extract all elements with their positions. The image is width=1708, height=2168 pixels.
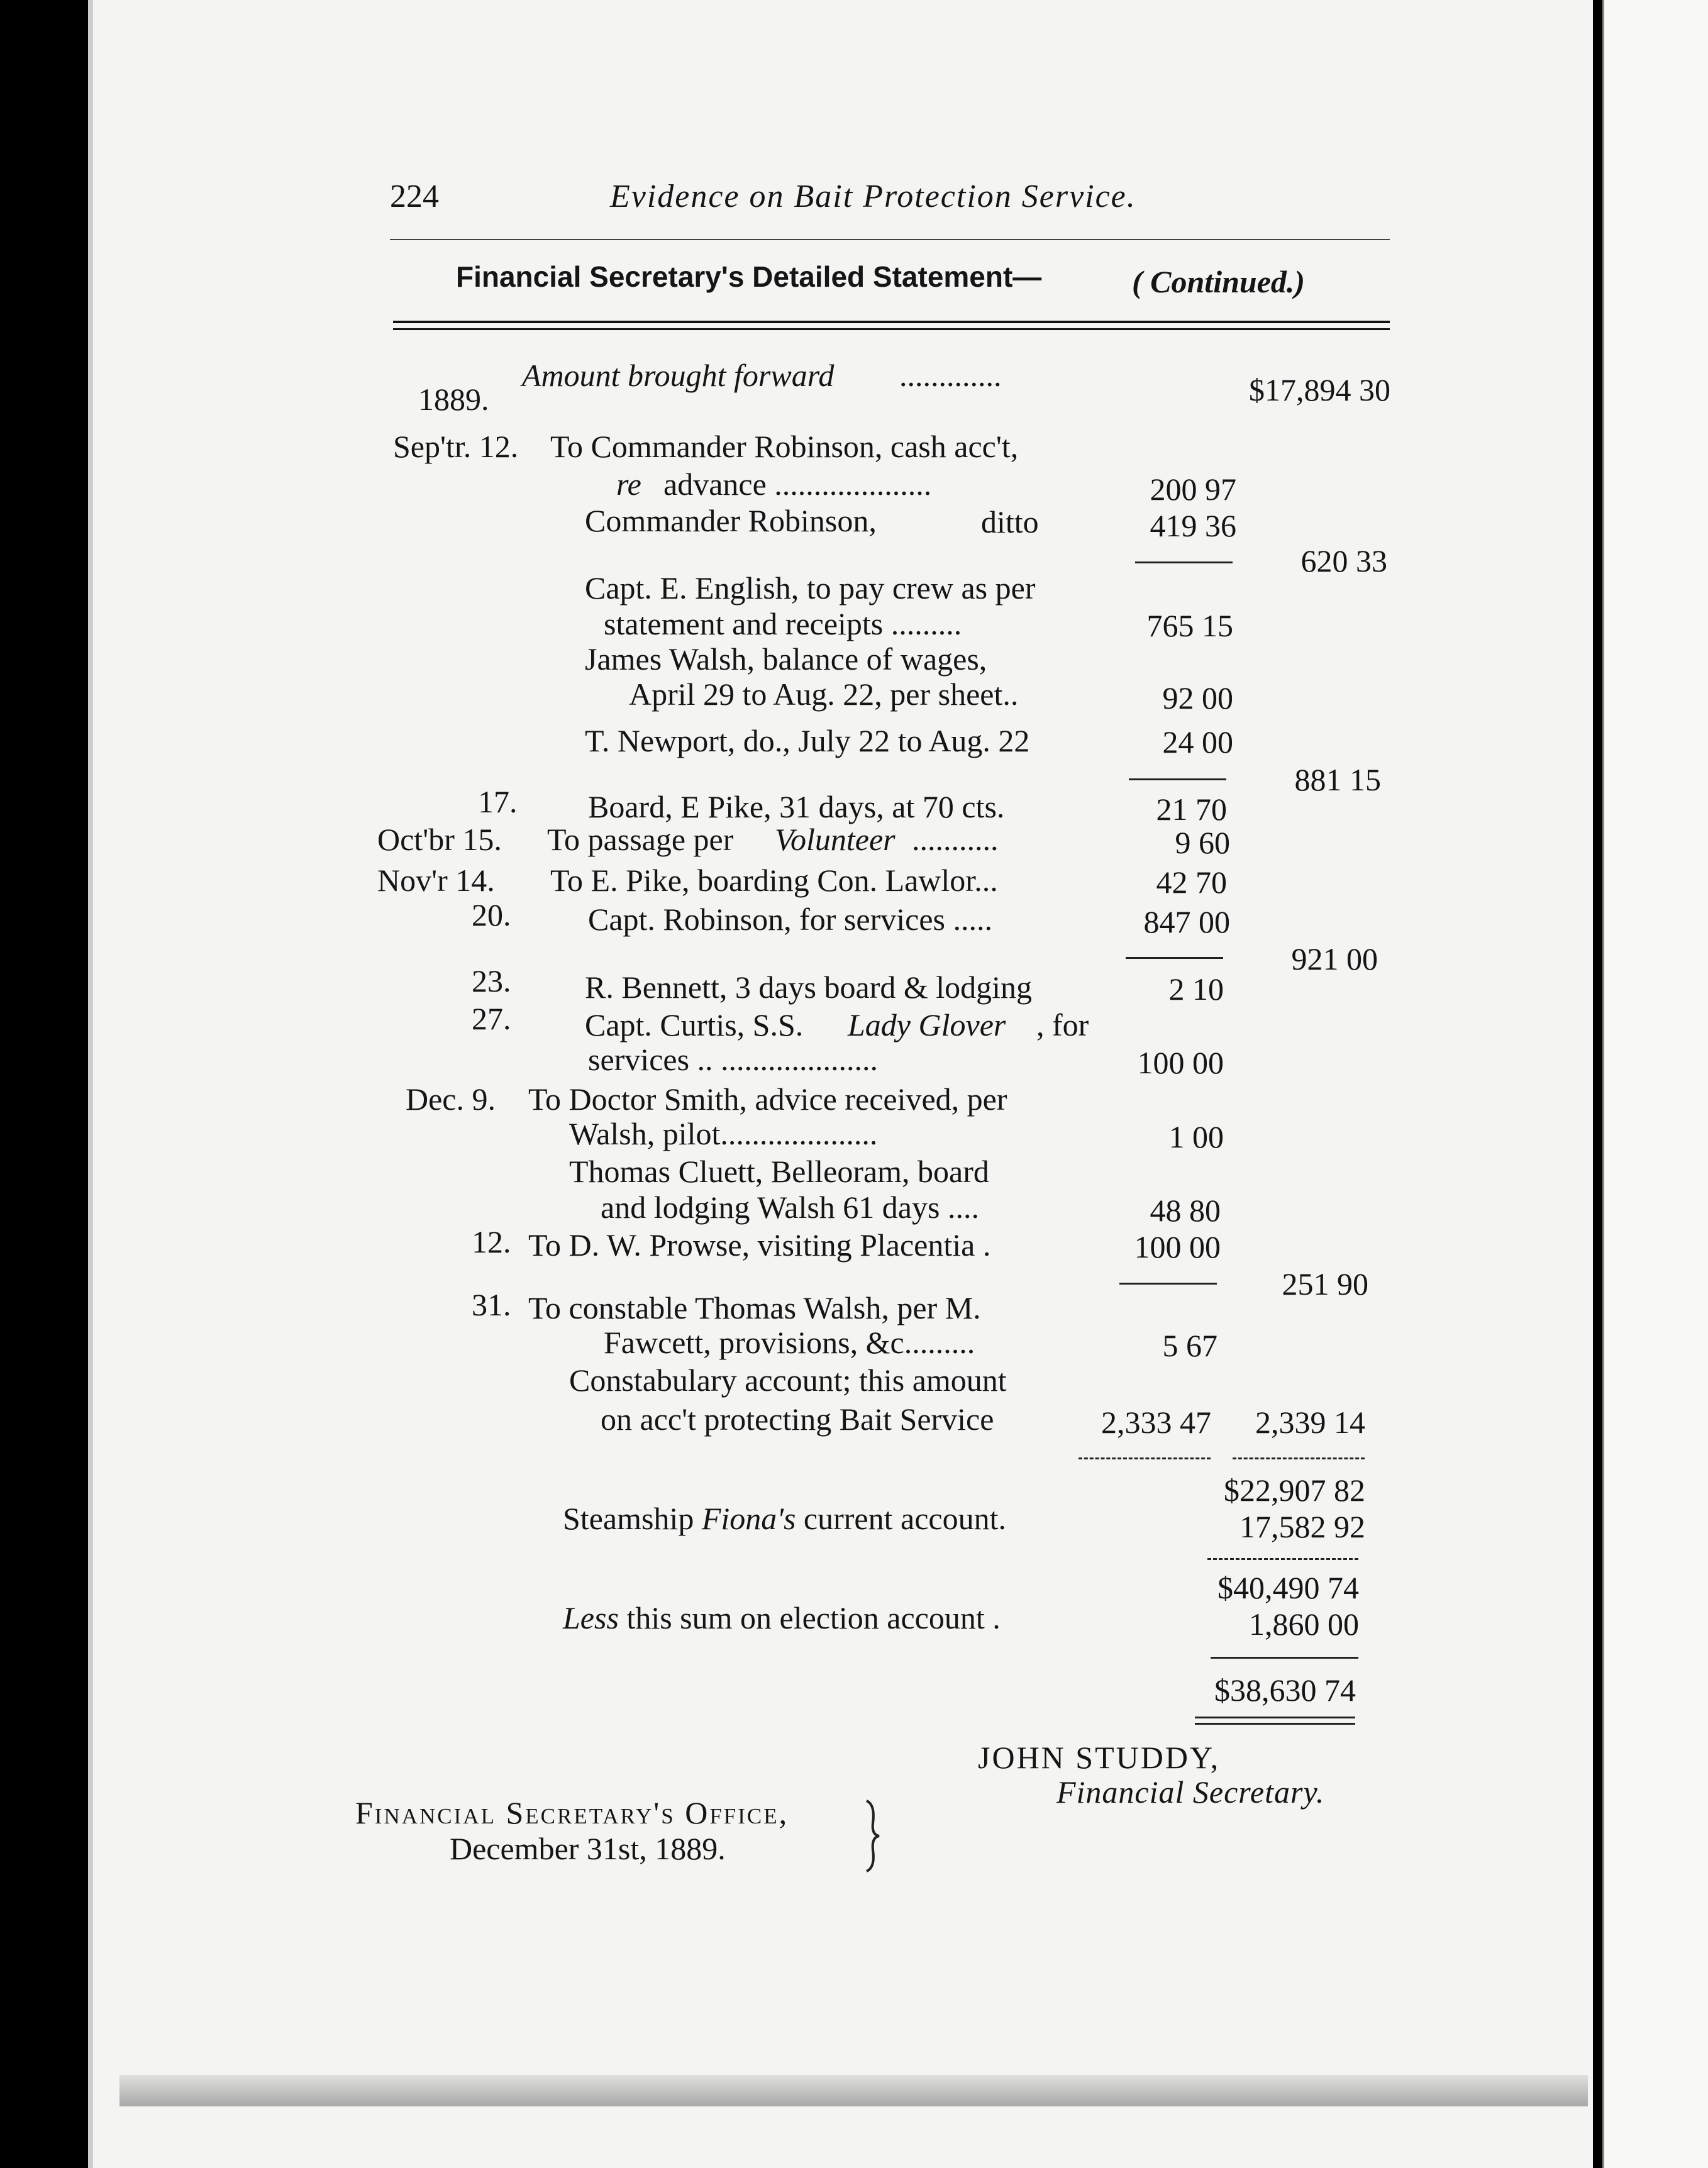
subtotal-amount: 2,339 14 <box>1255 1405 1365 1440</box>
summary-amount: $22,907 82 <box>1224 1473 1365 1508</box>
entry-date: Dec. 9. <box>406 1081 496 1117</box>
entry-date: Nov'r 14. <box>377 863 495 898</box>
entry-amount: 5 67 <box>1162 1328 1217 1363</box>
entry-text: services .. .................... <box>588 1042 879 1077</box>
subtotal-rule <box>1129 778 1226 780</box>
entry-text: To constable Thomas Walsh, per M. <box>528 1290 981 1325</box>
entry-amount: 200 97 <box>1150 472 1236 507</box>
subtotal-amount: 881 15 <box>1294 762 1381 797</box>
running-title: Evidence on Bait Protection Service. <box>610 179 1136 214</box>
subtotal-amount: 251 90 <box>1282 1266 1368 1302</box>
entry-date: Oct'br 15. <box>377 822 502 857</box>
entry-amount: 24 00 <box>1162 724 1233 760</box>
entry-text: , for <box>1036 1007 1089 1043</box>
entry-text: Board, E Pike, 31 days, at 70 cts. <box>588 789 1005 824</box>
header-rule <box>390 239 1390 240</box>
entry-amount: 21 70 <box>1156 792 1227 827</box>
brought-forward-leader: ............. <box>899 358 1002 393</box>
entry-amount: 419 36 <box>1150 508 1236 543</box>
rule <box>1207 1558 1358 1560</box>
year: 1889. <box>418 382 489 417</box>
grand-total-rule <box>1195 1717 1355 1718</box>
entry-amount: 100 00 <box>1137 1045 1224 1080</box>
entry-text: Fawcett, provisions, &c......... <box>604 1325 975 1360</box>
page-bottom-edge <box>119 2075 1588 2106</box>
entry-amount: 100 00 <box>1134 1229 1221 1264</box>
entry-date: 23. <box>472 963 511 998</box>
office-date: December 31st, 1889. <box>450 1831 726 1866</box>
entry-text: Thomas Cluett, Belleoram, board <box>569 1154 989 1189</box>
entry-text: James Walsh, balance of wages, <box>585 641 987 677</box>
entry-text: April 29 to Aug. 22, per sheet.. <box>629 677 1019 712</box>
entry-amount: 847 00 <box>1143 904 1230 939</box>
rule <box>1233 1457 1365 1459</box>
entry-amount: 2 10 <box>1168 971 1224 1007</box>
entry-text: T. Newport, do., July 22 to Aug. 22 <box>585 723 1030 758</box>
entry-text: advance .................... <box>663 467 932 502</box>
rule <box>1211 1657 1358 1659</box>
entry-text: Walsh, pilot.................... <box>569 1116 878 1151</box>
entry-text: To Doctor Smith, advice received, per <box>528 1081 1007 1117</box>
entry-text: To E. Pike, boarding Con. Lawlor... <box>550 863 998 898</box>
rule <box>1079 1457 1211 1459</box>
entry-text: To passage per <box>547 822 734 857</box>
subtotal-rule <box>1135 561 1233 563</box>
entry-amount: 92 00 <box>1162 680 1233 716</box>
entry-text: Capt. Robinson, for services ..... <box>588 902 992 937</box>
entry-text-italic: Lady Glover <box>848 1007 1006 1043</box>
summary-label: Steamship Fiona's current account. <box>563 1501 1006 1536</box>
entry-text: statement and receipts ......... <box>604 606 962 641</box>
entry-amount: 1 00 <box>1168 1119 1224 1154</box>
entry-text-italic: re <box>616 467 641 502</box>
entry-date: 31. <box>472 1287 511 1322</box>
heading-rule-top <box>393 321 1390 323</box>
page-number: 224 <box>390 179 439 214</box>
entry-date: 20. <box>472 897 511 932</box>
heading-rule-bottom <box>393 328 1390 330</box>
subtotal-amount: 921 00 <box>1291 941 1378 976</box>
entry-text: Capt. E. English, to pay crew as per <box>585 570 1036 606</box>
summary-amount: 1,860 00 <box>1249 1607 1359 1642</box>
subtotal-amount: 620 33 <box>1300 543 1387 578</box>
entry-amount: 42 70 <box>1156 865 1227 900</box>
entry-amount: 2,333 47 <box>1101 1405 1211 1440</box>
entry-text: Commander Robinson, <box>585 503 877 538</box>
statement-heading: Financial Secretary's Detailed Statement— <box>456 260 1042 293</box>
ditto-text: ditto <box>981 504 1039 539</box>
summary-label: Less this sum on election account . <box>563 1600 1001 1635</box>
entry-leader: ........... <box>912 822 999 857</box>
grand-total: $38,630 74 <box>1214 1673 1356 1708</box>
entry-text: To Commander Robinson, cash acc't, <box>550 429 1019 464</box>
entry-amount: 765 15 <box>1146 608 1233 643</box>
signature-title: Financial Secretary. <box>1056 1774 1325 1810</box>
entry-text: Capt. Curtis, S.S. <box>585 1007 804 1043</box>
entry-text: on acc't protecting Bait Service <box>601 1402 994 1437</box>
signature-name: JOHN STUDDY, <box>978 1740 1221 1775</box>
entry-text: R. Bennett, 3 days board & lodging <box>585 970 1033 1005</box>
entry-date: 12. <box>472 1224 511 1259</box>
entry-date: 17. <box>478 784 518 819</box>
entry-text: and lodging Walsh 61 days .... <box>601 1190 979 1225</box>
entry-text-italic: Volunteer <box>775 822 896 857</box>
entry-text: To D. W. Prowse, visiting Placentia . <box>528 1227 991 1263</box>
entry-date: 27. <box>472 1001 511 1036</box>
brought-forward-amount: $17,894 30 <box>1249 372 1390 407</box>
brace-icon <box>862 1798 887 1874</box>
entry-amount: 9 60 <box>1175 825 1230 860</box>
summary-amount: $40,490 74 <box>1217 1570 1359 1605</box>
entry-date: Sep'tr. 12. <box>393 429 519 464</box>
entry-text: Constabulary account; this amount <box>569 1363 1007 1398</box>
statement-heading-continued: ( Continued.) <box>1132 264 1306 299</box>
office-name: Financial Secretary's Office, <box>355 1795 789 1830</box>
subtotal-rule <box>1119 1283 1217 1285</box>
facing-page-edge <box>1602 0 1708 2168</box>
entry-amount: 48 80 <box>1150 1193 1221 1228</box>
grand-total-rule <box>1195 1723 1355 1725</box>
subtotal-rule <box>1126 957 1223 959</box>
summary-amount: 17,582 92 <box>1239 1509 1365 1544</box>
brought-forward-label: Amount brought forward <box>522 358 835 393</box>
